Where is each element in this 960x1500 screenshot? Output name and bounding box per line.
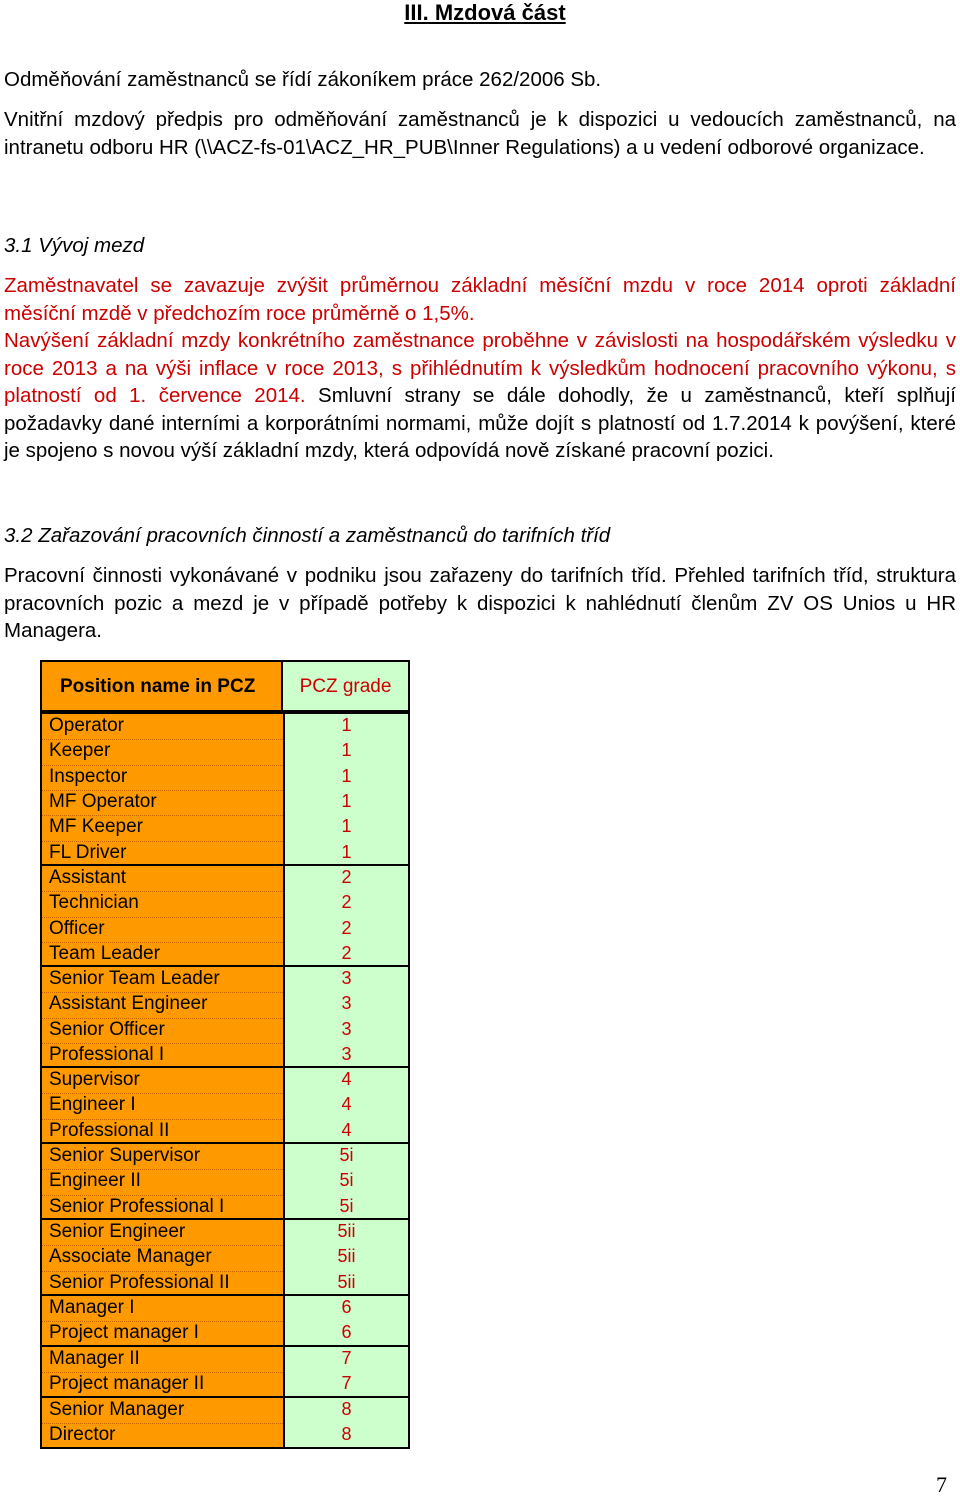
row-separator bbox=[42, 917, 283, 918]
position-name: Senior Team Leader bbox=[49, 968, 220, 989]
row-separator bbox=[42, 1018, 283, 1019]
table-row bbox=[42, 1169, 408, 1194]
row-separator bbox=[42, 942, 283, 943]
position-name: MF Operator bbox=[49, 790, 157, 812]
position-name: Senior Supervisor bbox=[49, 1145, 201, 1166]
pcz-grade: 5ii bbox=[337, 1271, 356, 1292]
position-name: Professional I bbox=[49, 1043, 165, 1065]
position-name: Supervisor bbox=[49, 1069, 140, 1090]
position-name: Senior Engineer bbox=[49, 1221, 186, 1242]
pcz-grade: 8 bbox=[341, 1399, 352, 1419]
table-row bbox=[42, 1423, 408, 1448]
position-name: Inspector bbox=[49, 765, 128, 787]
pcz-grade: 4 bbox=[341, 1094, 352, 1115]
table-header-grade-label: PCZ grade bbox=[299, 676, 392, 697]
grade-group bbox=[40, 712, 410, 866]
table-row bbox=[42, 714, 408, 739]
pcz-grade: 1 bbox=[341, 841, 352, 862]
pcz-grade: 2 bbox=[341, 917, 352, 938]
position-name: Senior Professional I bbox=[49, 1195, 225, 1217]
row-separator bbox=[42, 1245, 283, 1246]
promotion-text: Smluvní strany se dále dohodly, že u zaměstnanců, kteří splňují požadavky dané interními a korporátními normami, může dojít s platností od 1.7.2014 k povýšení, které je spojeno s novou výší základní mzdy, která odpovídá nově získané pracovní pozici. bbox=[4, 384, 956, 462]
pcz-grade: 6 bbox=[341, 1297, 352, 1317]
grade-group bbox=[40, 1294, 410, 1347]
table-header-grade bbox=[281, 660, 410, 712]
pcz-grade: 3 bbox=[341, 993, 352, 1014]
grade-group bbox=[40, 1396, 410, 1449]
pcz-grade: 3 bbox=[341, 968, 352, 988]
table-row bbox=[42, 1018, 408, 1043]
table-row bbox=[42, 1144, 408, 1169]
position-name: Manager II bbox=[49, 1348, 140, 1369]
table-row bbox=[42, 1372, 408, 1397]
section-3-1-title: 3.1 Vývoj mezd bbox=[4, 234, 145, 257]
row-separator bbox=[42, 1321, 283, 1322]
position-name: Engineer II bbox=[49, 1170, 141, 1192]
tariff-classes-paragraph: Pracovní činnosti vykonávané v podniku jsou zařazeny do tarifních tříd. Přehled tarifních tříd, struktura pracovních pozic a mezd je v případě potřeby k dispozici k nahlédnutí členům ZV OS Unios u HR Managera. bbox=[4, 564, 956, 642]
internal-regulation-paragraph: Vnitřní mzdový předpis pro odměňování zaměstnanců je k dispozici u vedoucích zaměstnanců, na intranetu odboru HR (\\ACZ-fs-01\ACZ_HR_PUB\Inner Regulations) a u vedení odborové organizace. bbox=[4, 108, 956, 159]
section-3-2-title: 3.2 Zařazování pracovních činností a zaměstnanců do tarifních tříd bbox=[4, 524, 611, 547]
table-row bbox=[42, 1296, 408, 1321]
table-header-position bbox=[40, 660, 283, 712]
row-separator bbox=[42, 1271, 283, 1272]
row-separator bbox=[42, 992, 283, 993]
table-header-position-label: Position name in PCZ bbox=[60, 676, 256, 697]
table-row bbox=[42, 739, 408, 764]
pcz-grade: 2 bbox=[341, 892, 352, 913]
intro-paragraph: Odměňování zaměstnanců se řídí zákoníkem práce 262/2006 Sb. bbox=[4, 68, 602, 91]
wage-increase-detail-red: Navýšení základní mzdy konkrétního zaměstnance proběhne v závislosti na hospodářském výsledku v roce 2013 a na výši inflace v roce 2013, s přihlédnutím k výsledkům hodnocení pracovního výkonu, s platností od 1. července 2014. bbox=[4, 329, 956, 407]
row-separator bbox=[42, 790, 283, 791]
position-name: FL Driver bbox=[49, 841, 127, 863]
position-name: Senior Officer bbox=[49, 1018, 165, 1040]
row-separator bbox=[42, 1043, 283, 1044]
table-row bbox=[42, 891, 408, 916]
pcz-grade: 5ii bbox=[337, 1246, 356, 1267]
page-heading: III. Mzdová část bbox=[404, 0, 566, 25]
position-name: MF Keeper bbox=[49, 816, 143, 838]
pcz-grade: 8 bbox=[341, 1424, 352, 1445]
pcz-grade: 5i bbox=[339, 1170, 354, 1191]
pcz-grade: 3 bbox=[341, 1018, 352, 1039]
table-row bbox=[42, 967, 408, 992]
grade-group bbox=[40, 1066, 410, 1144]
row-separator bbox=[42, 841, 283, 842]
position-name: Associate Manager bbox=[49, 1246, 212, 1268]
position-name: Technician bbox=[49, 892, 139, 914]
position-name: Senior Professional II bbox=[49, 1271, 230, 1293]
pcz-grade: 7 bbox=[341, 1373, 352, 1394]
table-row bbox=[42, 1271, 408, 1296]
position-name: Keeper bbox=[49, 740, 111, 762]
row-separator bbox=[42, 1093, 283, 1094]
table-row bbox=[42, 790, 408, 815]
table-row bbox=[42, 1245, 408, 1270]
pcz-grade: 1 bbox=[341, 765, 352, 786]
table-row bbox=[42, 1220, 408, 1245]
pcz-grade: 1 bbox=[341, 816, 352, 837]
position-name: Assistant bbox=[49, 867, 127, 888]
pcz-grade: 5i bbox=[339, 1145, 354, 1165]
position-name: Operator bbox=[49, 715, 124, 736]
position-name: Team Leader bbox=[49, 942, 160, 964]
table-row bbox=[42, 765, 408, 790]
position-name: Assistant Engineer bbox=[49, 993, 208, 1015]
position-name: Manager I bbox=[49, 1297, 135, 1318]
table-row bbox=[42, 942, 408, 967]
row-separator bbox=[42, 765, 283, 766]
table-row bbox=[42, 1347, 408, 1372]
row-separator bbox=[42, 1169, 283, 1170]
pcz-grade: 3 bbox=[341, 1043, 352, 1064]
wage-increase-paragraph: Zaměstnavatel se zavazuje zvýšit průměrnou základní měsíční mzdu v roce 2014 oproti základní měsíční mzdě v předchozím roce průměrně o 1,5%. bbox=[4, 274, 956, 325]
table-row bbox=[42, 1119, 408, 1144]
wage-increase-detail-paragraph bbox=[4, 327, 956, 465]
table-row bbox=[42, 1043, 408, 1068]
row-separator bbox=[42, 891, 283, 892]
table-row bbox=[42, 841, 408, 866]
row-separator bbox=[42, 1119, 283, 1120]
grade-group bbox=[40, 965, 410, 1068]
table-row bbox=[42, 992, 408, 1017]
row-separator bbox=[42, 1195, 283, 1196]
row-separator bbox=[42, 1372, 283, 1373]
row-separator bbox=[42, 815, 283, 816]
table-row bbox=[42, 1093, 408, 1118]
position-name: Director bbox=[49, 1424, 116, 1446]
table-row bbox=[42, 866, 408, 891]
row-separator bbox=[42, 739, 283, 740]
position-name: Officer bbox=[49, 917, 105, 939]
pcz-grade: 6 bbox=[341, 1322, 352, 1343]
row-separator bbox=[42, 1423, 283, 1424]
grade-group bbox=[40, 1218, 410, 1296]
table-row bbox=[42, 1321, 408, 1346]
page-number: 7 bbox=[936, 1472, 947, 1497]
table-row bbox=[42, 1195, 408, 1220]
pcz-grade: 4 bbox=[341, 1069, 352, 1089]
table-row bbox=[42, 917, 408, 942]
table-row bbox=[42, 1068, 408, 1093]
pcz-grade: 7 bbox=[341, 1348, 352, 1368]
position-name: Project manager I bbox=[49, 1322, 199, 1344]
pcz-grade: 4 bbox=[341, 1119, 352, 1140]
pcz-grade: 1 bbox=[341, 790, 352, 811]
position-name: Senior Manager bbox=[49, 1399, 185, 1420]
table-row bbox=[42, 815, 408, 840]
pcz-grade: 1 bbox=[341, 715, 352, 735]
position-name: Professional II bbox=[49, 1119, 170, 1141]
grade-group bbox=[40, 864, 410, 967]
pcz-grade: 5i bbox=[339, 1195, 354, 1216]
pcz-grade: 1 bbox=[341, 740, 352, 761]
pcz-grade: 2 bbox=[341, 867, 352, 887]
grade-group bbox=[40, 1142, 410, 1220]
position-name: Project manager II bbox=[49, 1373, 205, 1395]
pcz-grade: 2 bbox=[341, 942, 352, 963]
grade-group bbox=[40, 1345, 410, 1398]
position-name: Engineer I bbox=[49, 1094, 136, 1116]
pcz-grade: 5ii bbox=[337, 1221, 356, 1241]
table-row bbox=[42, 1398, 408, 1423]
